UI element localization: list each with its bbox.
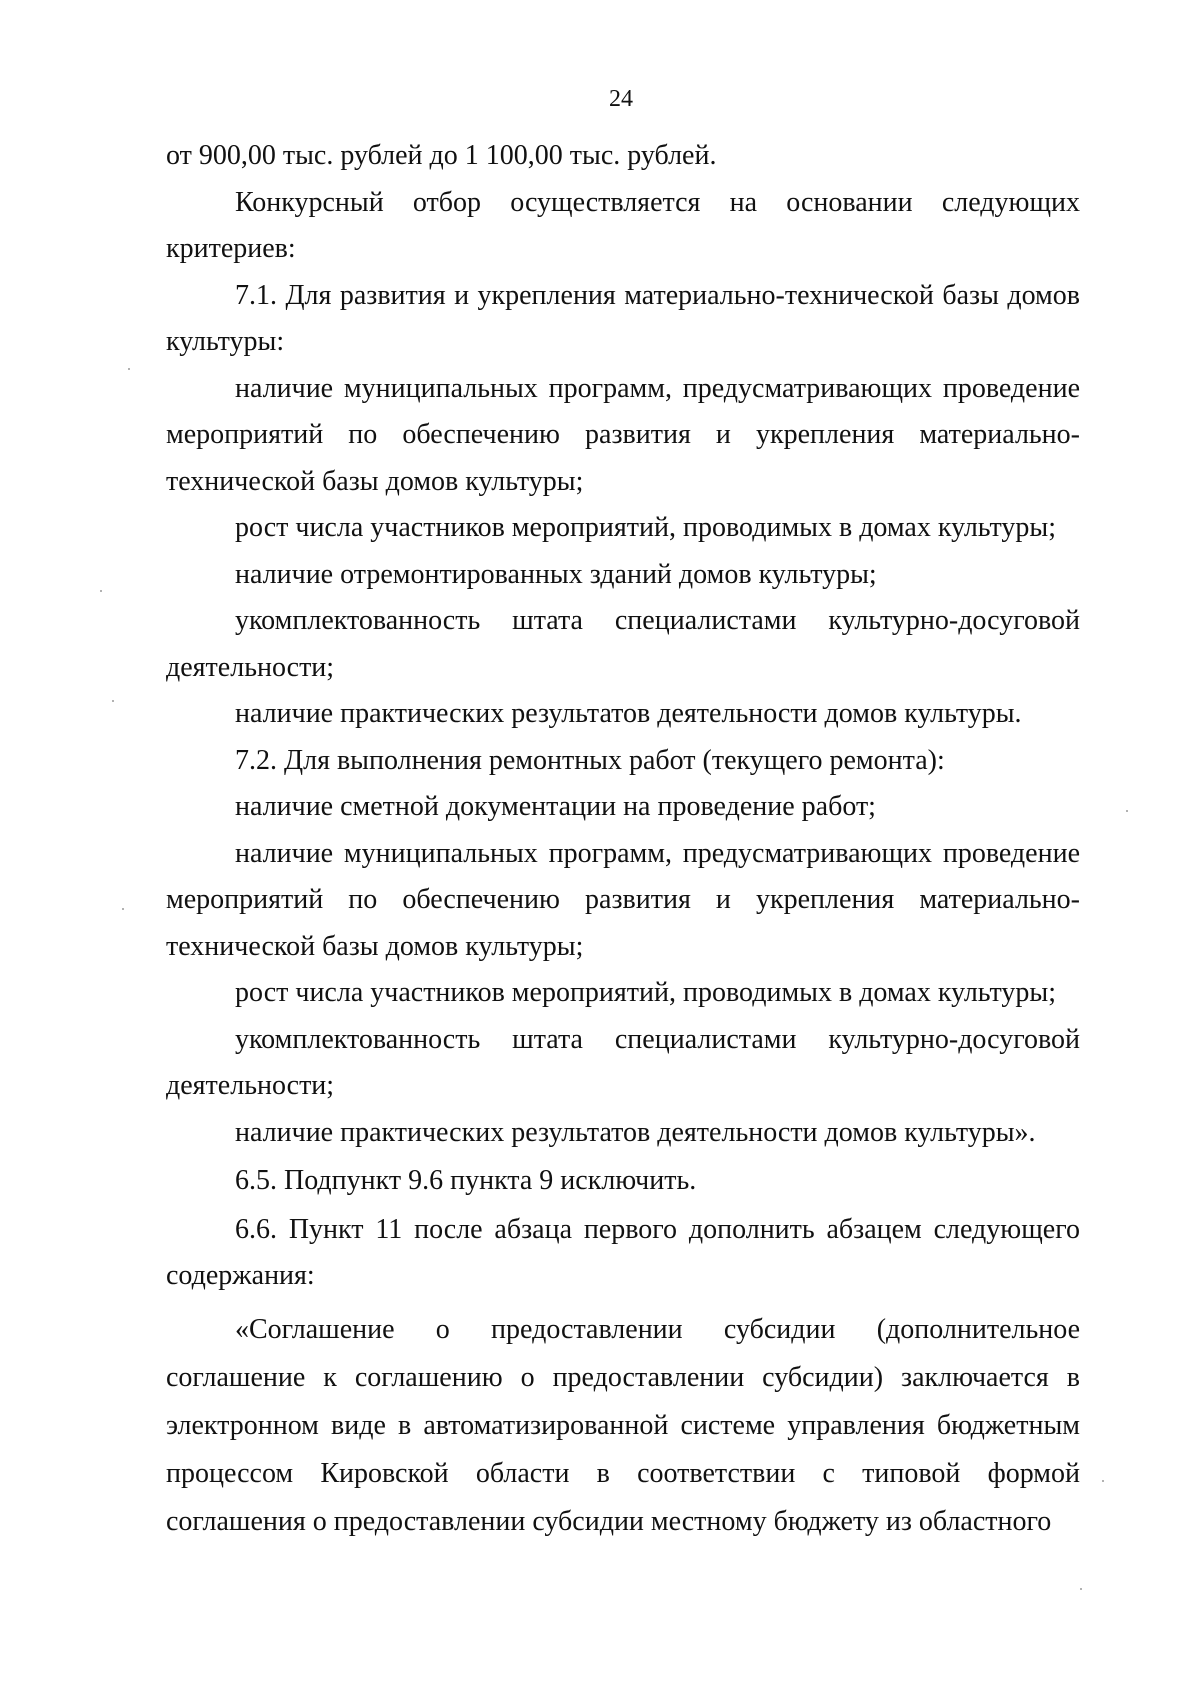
- scan-speck: [112, 700, 114, 702]
- paragraph-municipal-programs-2: наличие муниципальных программ, предусматривающих проведение мероприятий по обеспечению развития и укрепления материально-технической базы домов культуры;: [166, 837, 1080, 962]
- paragraph-staffing: укомплектованность штата специалистами культурно-досуговой деятельности;: [166, 605, 1080, 683]
- paragraph-6-6: 6.6. Пункт 11 после абзаца первого дополнить абзацем следующего содержания:: [166, 1213, 1080, 1291]
- paragraph-staffing-2: укомплектованность штата специалистами культурно-досуговой деятельности;: [166, 1023, 1080, 1101]
- scan-speck: [1126, 810, 1128, 812]
- paragraph-practical-results: наличие практических результатов деятельности домов культуры.: [235, 698, 1022, 729]
- paragraph-practical-results-2: наличие практических результатов деятельности домов культуры».: [235, 1116, 1036, 1148]
- page-number: 24: [609, 86, 633, 112]
- paragraph-participants-growth: рост числа участников мероприятий, проводимых в домах культуры;: [235, 512, 1056, 543]
- paragraph-municipal-programs: наличие муниципальных программ, предусматривающих проведение мероприятий по обеспечению развития и укрепления материально-технической базы домов культуры;: [166, 372, 1080, 497]
- paragraph-selection-criteria: Конкурсный отбор осуществляется на основании следующих критериев:: [166, 186, 1080, 264]
- scan-speck: [1080, 1588, 1082, 1590]
- document-body: [166, 133, 1080, 1546]
- scan-speck: [1102, 1480, 1104, 1482]
- paragraph-participants-growth-2: рост числа участников мероприятий, проводимых в домах культуры;: [235, 977, 1056, 1008]
- paragraph-6-5: 6.5. Подпункт 9.6 пункта 9 исключить.: [235, 1165, 697, 1196]
- paragraph-estimate-documentation: наличие сметной документации на проведение работ;: [235, 791, 876, 822]
- paragraph-7-2-heading: 7.2. Для выполнения ремонтных работ (текущего ремонта):: [235, 744, 945, 776]
- paragraph-amount-range: от 900,00 тыс. рублей до 1 100,00 тыс. рублей.: [166, 140, 717, 171]
- scan-speck: [122, 908, 124, 910]
- scan-speck: [100, 590, 102, 592]
- paragraph-renovated-buildings: наличие отремонтированных зданий домов культуры;: [235, 558, 877, 590]
- paragraph-agreement-quote: «Соглашение о предоставлении субсидии (дополнительное соглашение к соглашению о предоставлении субсидии) заключается в электронном виде в автоматизированной системе управления бюджетным процессом Кировской области в соответствии с типовой формой соглашения о предоставлении субсидии местному бюджету из областного: [166, 1313, 1080, 1537]
- scan-speck: [128, 368, 130, 370]
- paragraph-7-1-heading: 7.1. Для развития и укрепления материально-технической базы домов культуры:: [166, 279, 1080, 357]
